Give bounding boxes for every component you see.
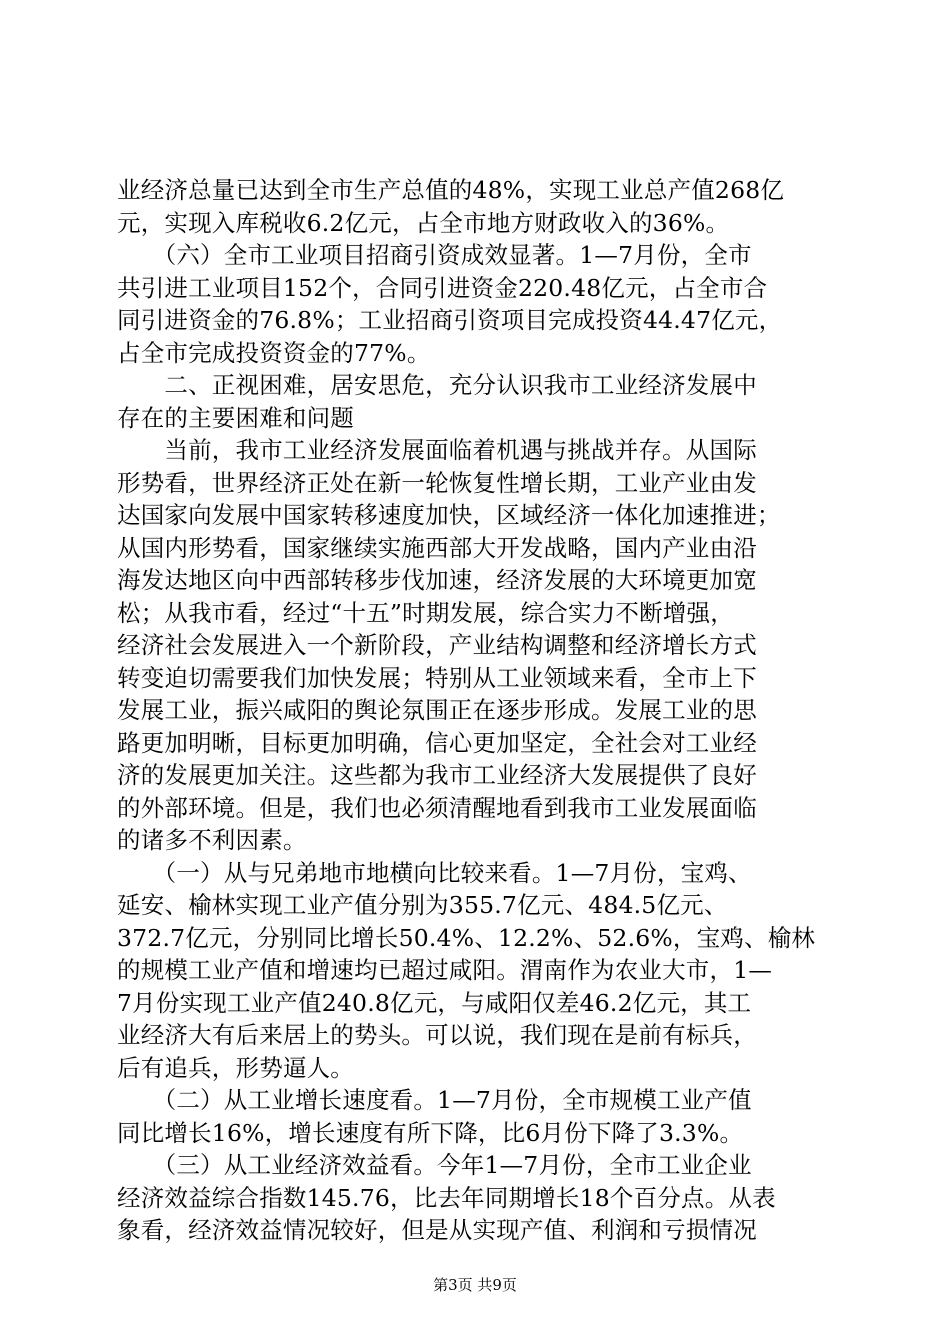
text-line: 路更加明晰，目标更加明确，信心更加坚定，全社会对工业经 (117, 728, 757, 757)
text-line: 存在的主要困难和问题 (117, 403, 354, 432)
text-line: 经济社会发展进入一个新阶段，产业结构调整和经济增长方式 (117, 631, 757, 659)
text-line: （六）全市工业项目招商引资成效显著。1—7月份，全市 (117, 241, 752, 269)
text-line: 同比增长16%，增长速度有所下降，比6月份下降了3.3%。 (117, 1118, 744, 1147)
text-line: （二）从工业增长速度看。1—7月份，全市规模工业产值 (117, 1086, 752, 1114)
text-line: 元，实现入库税收6.2亿元，占全市地方财政收入的36%。 (117, 208, 730, 237)
text-line: 二、正视困难，居安思危，充分认识我市工业经济发展中 (117, 371, 757, 399)
text-line: 同引进资金的76.8%；工业招商引资项目完成投资44.47亿元， (117, 306, 783, 334)
text-line: 占全市完成投资资金的77%。 (117, 338, 431, 367)
text-line: （三）从工业经济效益看。今年1—7月份，全市工业企业 (117, 1151, 752, 1179)
text-line: 业经济总量已达到全市生产总值的48%，实现工业总产值268亿 (117, 176, 785, 204)
text-line: 松；从我市看，经过“十五”时期发展，综合实力不断增强， (117, 598, 734, 627)
text-line: 达国家向发展中国家转移速度加快，区域经济一体化加速推进； (117, 501, 781, 529)
text-line: 延安、榆林实现工业产值分别为355.7亿元、484.5亿元、 (117, 891, 728, 919)
text-line: 后有追兵，形势逼人。 (117, 1053, 354, 1082)
text-line: （一）从与兄弟地市地横向比较来看。1—7月份，宝鸡、 (117, 858, 752, 887)
text-line: 从国内形势看，国家继续实施西部大开发战略，国内产业由沿 (117, 533, 757, 562)
text-line: 7月份实现工业产值240.8亿元，与咸阳仅差46.2亿元，其工 (117, 988, 752, 1017)
text-line: 的诸多不利因素。 (117, 826, 307, 854)
text-line: 海发达地区向中西部转移步伐加速，经济发展的大环境更加宽 (117, 566, 757, 594)
text-line: 372.7亿元，分别同比增长50.4%、12.2%、52.6%，宝鸡、榆林 (117, 923, 816, 952)
page-number-footer: 第3页 共9页 (433, 1276, 517, 1294)
text-line: 的外部环境。但是，我们也必须清醒地看到我市工业发展面临 (117, 793, 757, 822)
text-line: 业经济大有后来居上的势头。可以说，我们现在是前有标兵， (117, 1021, 757, 1049)
text-line: 济的发展更加关注。这些都为我市工业经济大发展提供了良好 (117, 761, 757, 789)
text-line: 发展工业，振兴咸阳的舆论氛围正在逐步形成。发展工业的思 (117, 696, 757, 724)
text-line: 的规模工业产值和增速均已超过咸阳。渭南作为农业大市，1— (117, 956, 773, 984)
text-line: 转变迫切需要我们加快发展；特别从工业领域来看，全市上下 (117, 663, 757, 692)
body-text (117, 174, 837, 1247)
text-line: 经济效益综合指数145.76，比去年同期增长18个百分点。从表 (117, 1183, 776, 1212)
text-line: 共引进工业项目152个，合同引进资金220.48亿元，占全市合 (117, 273, 768, 302)
text-line: 当前，我市工业经济发展面临着机遇与挑战并存。从国际 (117, 436, 757, 464)
text-line: 形势看，世界经济正处在新一轮恢复性增长期，工业产业由发 (117, 468, 757, 497)
text-line: 象看，经济效益情况较好，但是从实现产值、利润和亏损情况 (117, 1216, 757, 1244)
